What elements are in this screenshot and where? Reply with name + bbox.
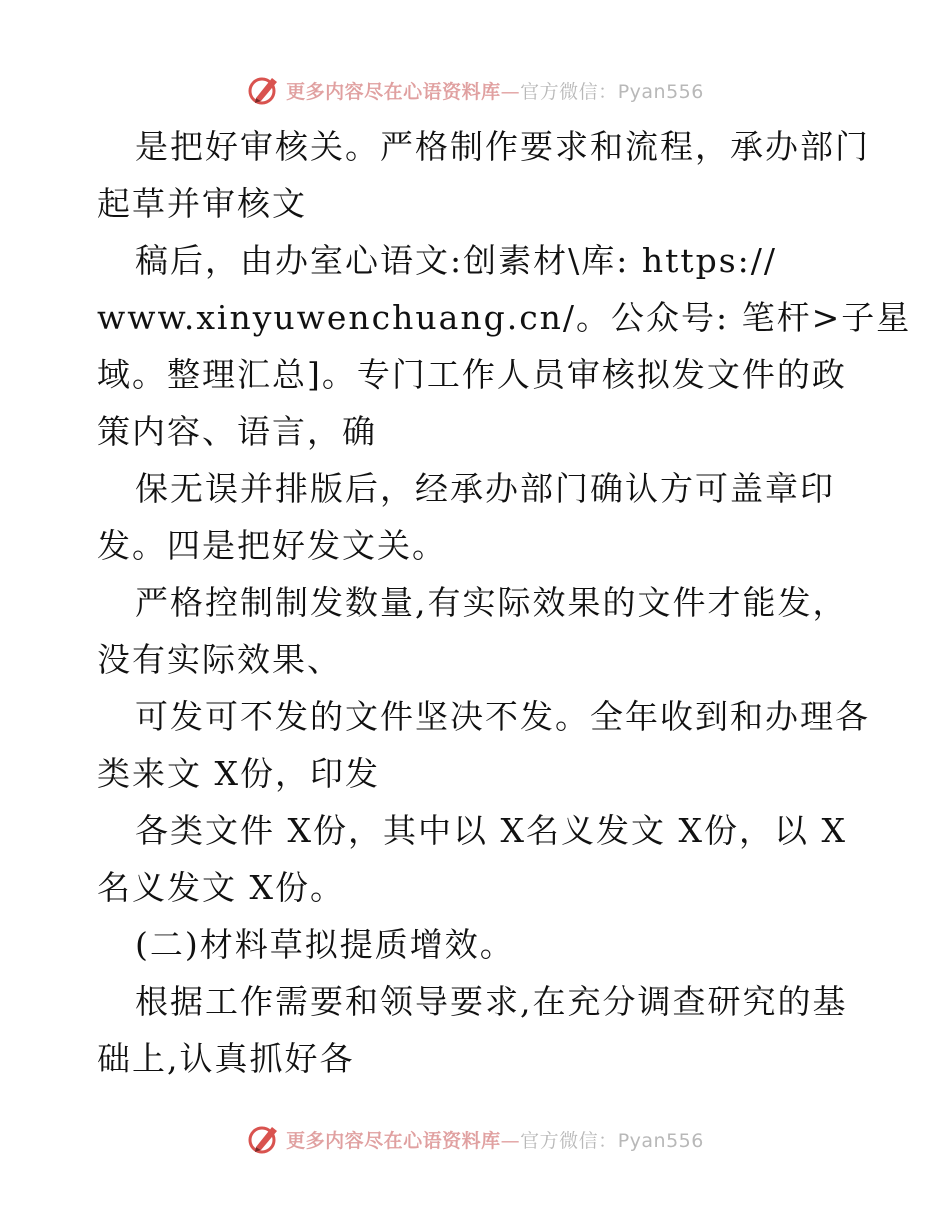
header-watermark (0, 70, 950, 110)
section-heading: (二)材料草拟提质增效。 (135, 925, 515, 964)
text-line: 起草并审核文 (97, 184, 307, 223)
text-line: 域。整理汇总]。专门工作人员审核拟发文件的政 (97, 355, 847, 394)
text-line: 稿后，由办室心语文:创素材\库: https:// (135, 241, 778, 280)
text-line: 可发可不发的文件坚决不发。全年收到和办理各 (135, 697, 870, 736)
text-line: 发。四是把好发文关。 (97, 526, 447, 565)
text-line: 各类文件 X份，其中以 X名义发文 X份，以 X (135, 811, 847, 850)
text-line: 类来文 X份，印发 (97, 754, 380, 793)
header-watermark-text (286, 77, 704, 104)
watermark-wechat-label: 官方微信： (520, 1129, 618, 1152)
text-line: 策内容、语言，确 (97, 412, 377, 451)
watermark-dash: — (500, 80, 521, 103)
watermark-brand-text: 更多内容尽在心语资料库 (286, 1129, 501, 1152)
text-line: 严格控制制发数量,有实际效果的文件才能发， (135, 583, 848, 622)
text-line: 名义发文 X份。 (97, 868, 345, 907)
watermark-wechat-id: Pyan556 (617, 1129, 704, 1152)
watermark-brand-text: 更多内容尽在心语资料库 (286, 80, 501, 103)
pen-circle-logo-icon (246, 72, 282, 108)
text-line: 是把好审核关。严格制作要求和流程，承办部门 (135, 127, 870, 166)
pen-circle-logo-icon (246, 1121, 282, 1157)
text-line: 根据工作需要和领导要求,在充分调查研究的基 (135, 982, 848, 1021)
text-line: 没有实际效果、 (97, 640, 342, 679)
text-line: 保无误并排版后，经承办部门确认方可盖章印 (135, 469, 835, 508)
watermark-wechat-label: 官方微信： (520, 80, 618, 103)
watermark-dash: — (500, 1129, 521, 1152)
footer-watermark (0, 1119, 950, 1159)
watermark-wechat-id: Pyan556 (617, 80, 704, 103)
text-line: www.xinyuwenchuang.cn/。公众号: 笔杆>子星 (97, 298, 912, 337)
text-line: 础上,认真抓好各 (97, 1039, 355, 1078)
footer-watermark-text (286, 1126, 704, 1153)
document-body (97, 118, 912, 1087)
